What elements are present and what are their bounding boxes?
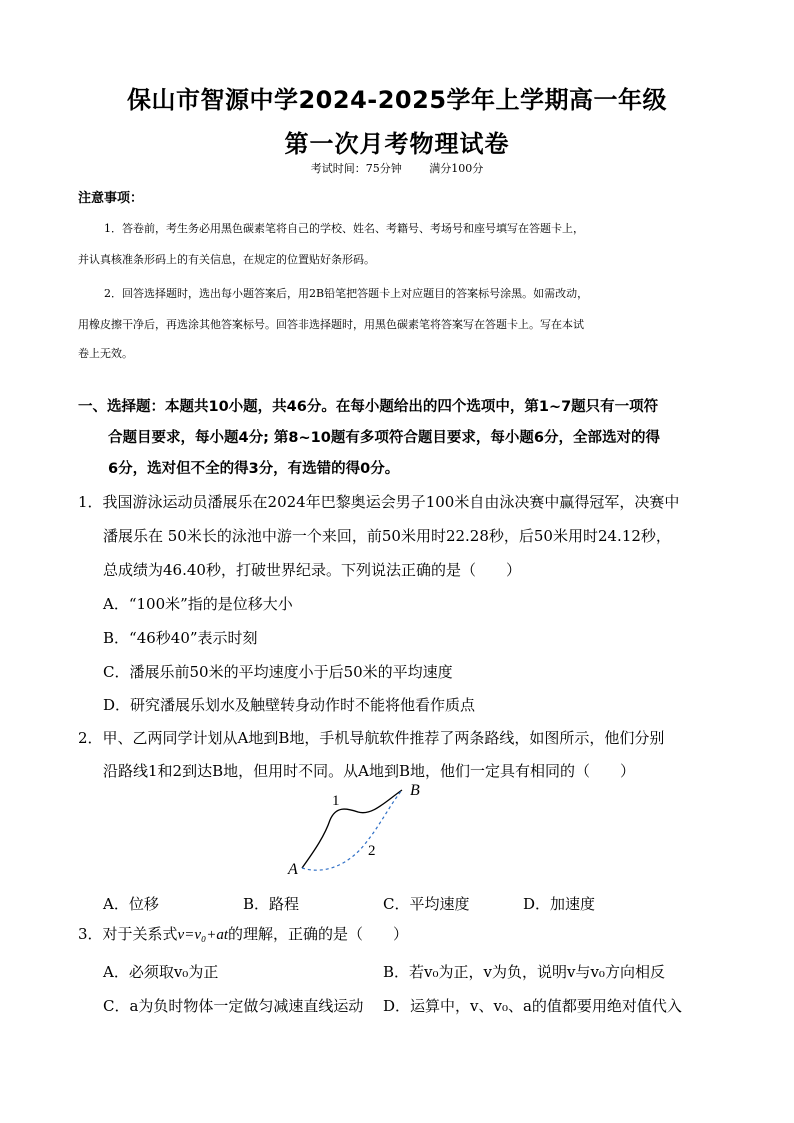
point-a-label: A (288, 861, 298, 878)
notice-line: 1．答卷前，考生务必用黑色碳素笔将自己的学校、姓名、考籍号、考场号和座号填写在答题卡上， (104, 222, 584, 235)
section-heading: 6分，选对但不全的得3分，有选错的得0分。 (108, 461, 400, 477)
question-1-stem: 1．我国游泳运动员潘展乐在2024年巴黎奥运会男子100米自由泳决赛中赢得冠军，决赛中 (78, 493, 680, 511)
section-heading: 一、选择题：本题共10小题，共46分。在每小题给出的四个选项中，第1~7题只有一项符 (78, 399, 659, 415)
question-1-option-b: B．“46秒40”表示时刻 (103, 629, 258, 647)
question-1-option-d: D．研究潘展乐划水及触壁转身动作时不能将他看作质点 (103, 696, 476, 714)
question-3-stem-prefix: 3．对于关系式 (78, 925, 178, 943)
question-1-stem: 总成绩为46.40秒，打破世界纪录。下列说法正确的是（ ） (103, 561, 521, 579)
notice-line: 2．回答选择题时，选出每小题答案后，用2B铅笔把答题卡上对应题目的答案标号涂黑。如需改动， (104, 287, 589, 300)
notice-heading: 注意事项： (78, 191, 144, 206)
question-2-option-d: D．加速度 (523, 895, 596, 913)
question-3-option-a: A．必须取v₀为正 (103, 963, 219, 981)
question-3-option-c: C．a为负时物体一定做匀减速直线运动 (103, 997, 364, 1015)
notice-line: 并认真核准条形码上的有关信息，在规定的位置贴好条形码。 (78, 253, 375, 266)
notice-line: 用橡皮擦干净后，再选涂其他答案标号。回答非选择题时，用黑色碳素笔将答案写在答题卡上。写在本试 (78, 318, 584, 331)
point-b-label: B (410, 782, 420, 799)
question-2-option-a: A．位移 (103, 895, 159, 913)
question-3-option-b: B．若v₀为正，v为负，说明v与v₀方向相反 (383, 963, 665, 981)
question-3-stem-suffix: 的理解，正确的是（ ） (228, 925, 409, 943)
route-2-label: 2 (368, 843, 376, 859)
full-score: 满分100分 (429, 162, 484, 175)
exam-info (0, 160, 794, 176)
exam-time: 考试时间：75分钟 (310, 162, 402, 175)
exam-title-line2: 第一次月考物理试卷 (284, 130, 510, 158)
question-1-option-c: C．潘展乐前50米的平均速度小于后50米的平均速度 (103, 663, 453, 681)
question-2-stem: 2．甲、乙两同学计划从A地到B地，手机导航软件推荐了两条路线，如图所示，他们分别 (78, 729, 665, 747)
route-1-label: 1 (332, 793, 340, 809)
section-heading: 合题目要求，每小题4分; 第8~10题有多项符合题目要求，每小题6分，全部选对的得 (108, 430, 660, 446)
question-1-stem: 潘展乐在 50米长的泳池中游一个来回，前50米用时22.28秒，后50米用时24.12秒， (103, 527, 671, 545)
route-diagram (280, 780, 440, 880)
question-3-stem (78, 923, 408, 944)
question-1-option-a: A．“100米”指的是位移大小 (103, 595, 293, 613)
question-3-formula: v=v₀+at (177, 927, 228, 943)
route-1-path (302, 790, 402, 868)
exam-title-line1: 保山市智源中学2024-2025学年上学期高一年级 (126, 86, 668, 114)
question-2-option-b: B．路程 (243, 895, 300, 913)
notice-line: 卷上无效。 (78, 347, 133, 360)
question-2-stem: 沿路线1和2到达B地，但用时不同。从A地到B地，他们一定具有相同的（ ） (103, 762, 635, 780)
question-3-option-d: D．运算中，v、v₀、a的值都要用绝对值代入 (383, 997, 682, 1015)
question-2-option-c: C．平均速度 (383, 895, 470, 913)
